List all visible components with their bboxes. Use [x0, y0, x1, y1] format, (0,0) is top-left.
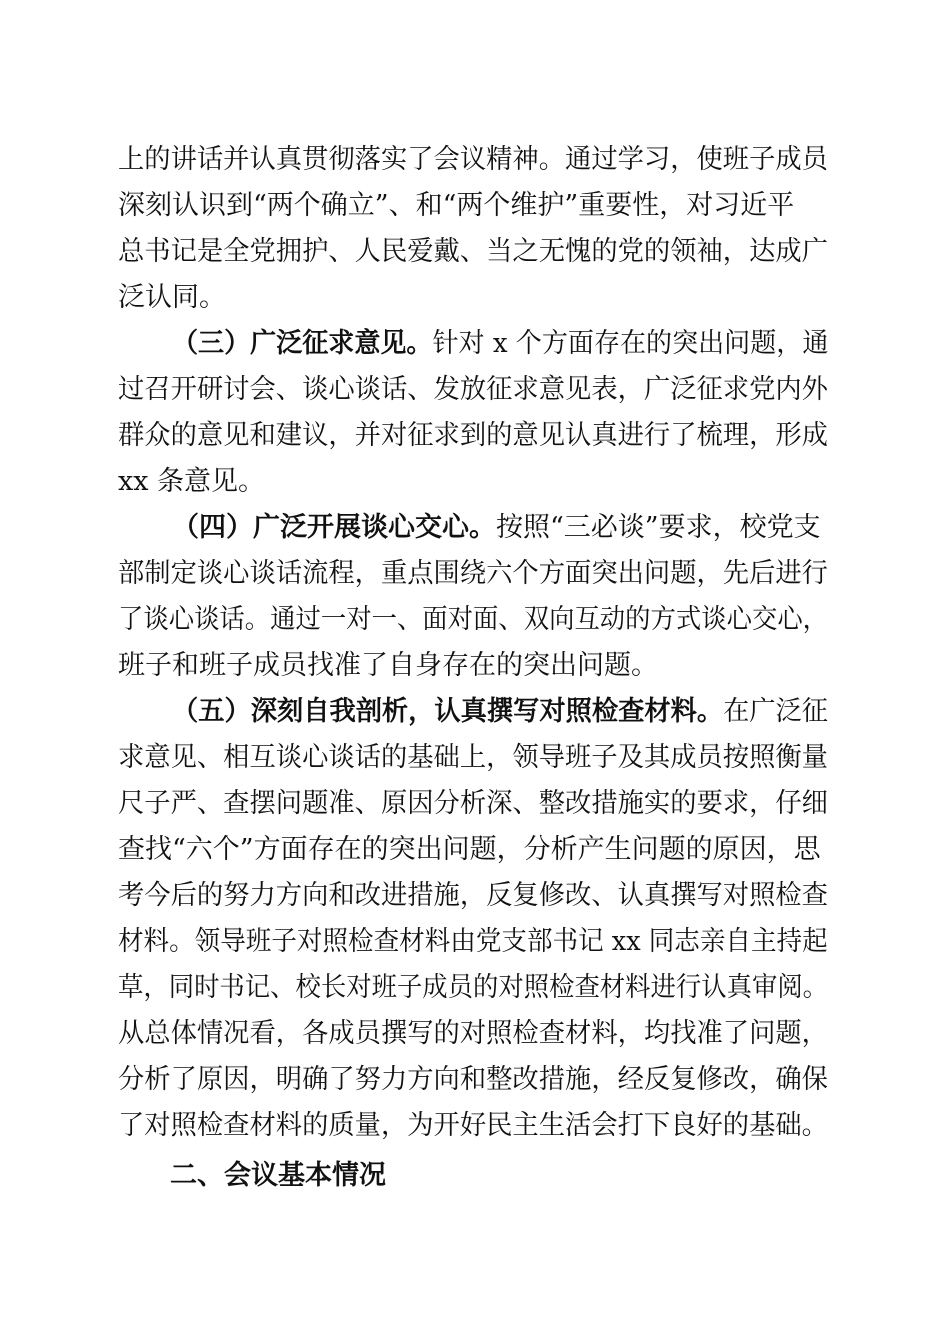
text-line: 深刻认识到“两个确立”、和“两个维护”重要性，对习近平 — [118, 190, 795, 221]
text-line: xx 条意见。 — [118, 466, 266, 497]
text-line: 班子和班子成员找准了自身存在的突出问题。 — [118, 650, 658, 681]
text-line: 群众的意见和建议，并对征求到的意见认真进行了梳理，形成 — [118, 420, 828, 451]
text-line: （三）广泛征求意见。针对 x 个方面存在的突出问题，通 — [172, 328, 829, 359]
paragraph-lead: （四）广泛开展谈心交心。 — [172, 512, 496, 543]
text-line: 考今后的努力方向和改进措施，反复修改、认真撰写对照检查 — [118, 880, 828, 911]
text-line: （五）深刻自我剖析，认真撰写对照检查材料。在广泛征 — [172, 696, 829, 727]
text-line: 了对照检查材料的质量，为开好民主生活会打下良好的基础。 — [118, 1110, 828, 1141]
text-line: 总书记是全党拥护、人民爱戴、当之无愧的党的领袖，达成广 — [118, 236, 828, 267]
text-line: 了谈心谈话。通过一对一、面对面、双向互动的方式谈心交心， — [118, 604, 829, 635]
text-line: 泛认同。 — [118, 282, 226, 313]
text-line: 分析了原因，明确了努力方向和整改措施，经反复修改，确保 — [118, 1064, 828, 1095]
paragraph-lead: （三）广泛征求意见。 — [172, 328, 433, 359]
text-line: 求意见、相互谈心谈话的基础上，领导班子及其成员按照衡量 — [118, 742, 828, 773]
text-line: 过召开研讨会、谈心谈话、发放征求意见表，广泛征求党内外 — [118, 374, 828, 405]
text-line: 尺子严、查摆问题准、原因分析深、整改措施实的要求，仔细 — [118, 788, 828, 819]
text-line: 上的讲话并认真贯彻落实了会议精神。通过学习，使班子成员 — [118, 144, 828, 175]
text-line: 草，同时书记、校长对班子成员的对照检查材料进行认真审阅。 — [118, 972, 829, 1003]
text-line: 查找“六个”方面存在的突出问题，分析产生问题的原因，思 — [118, 834, 821, 865]
section-heading: 二、会议基本情况 — [170, 1160, 386, 1191]
text-line: 材料。领导班子对照检查材料由党支部书记 xx 同志亲自主持起 — [118, 926, 828, 957]
paragraph-lead: （五）深刻自我剖析，认真撰写对照检查材料。 — [172, 696, 724, 727]
text-line: 从总体情况看，各成员撰写的对照检查材料，均找准了问题， — [118, 1018, 828, 1049]
text-line: （四）广泛开展谈心交心。按照“三必谈”要求，校党支 — [172, 512, 821, 543]
text-line: 部制定谈心谈话流程，重点围绕六个方面突出问题，先后进行 — [118, 558, 828, 589]
